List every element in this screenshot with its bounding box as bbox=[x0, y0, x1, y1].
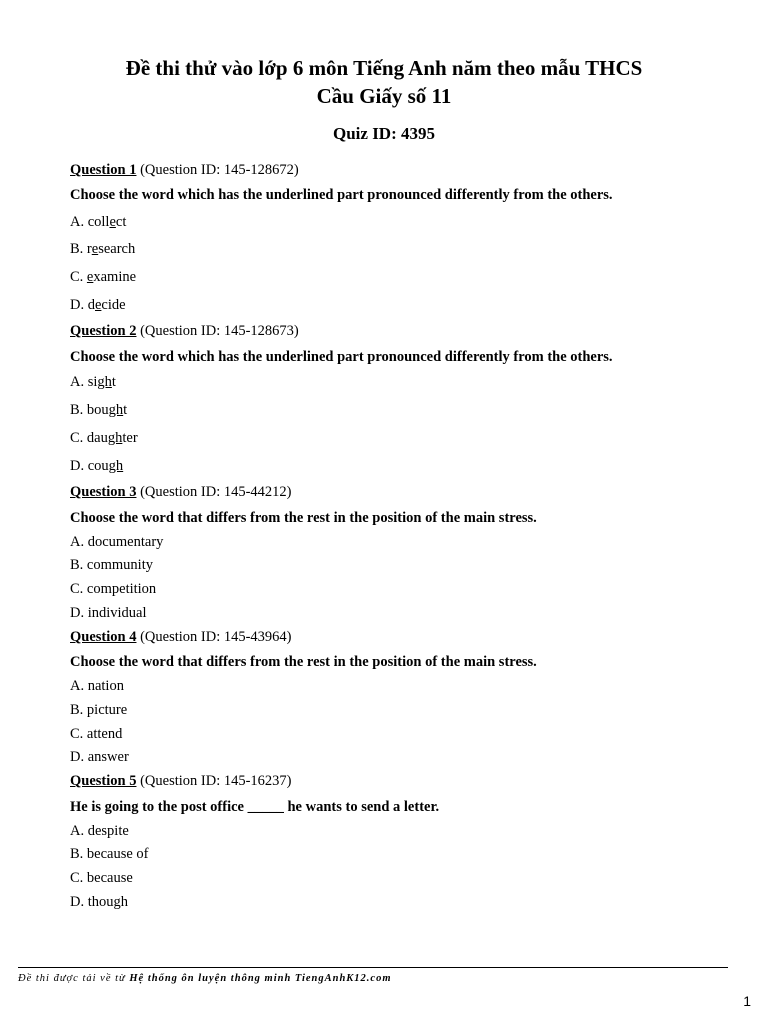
question-4-option-c: C. attend bbox=[70, 726, 123, 742]
question-3-option-b: B. community bbox=[70, 557, 153, 573]
page-number: 1 bbox=[743, 993, 751, 1009]
quiz-id: Quiz ID: 4395 bbox=[333, 124, 435, 143]
footer-brand-link[interactable]: Hệ thống ôn luyện thông minh TiengAnhK12.com bbox=[129, 973, 392, 984]
question-3-header bbox=[70, 484, 292, 501]
question-2-option-c: C. daughter bbox=[70, 430, 138, 446]
question-id: (Question ID: 145-128673) bbox=[136, 323, 299, 339]
question-5-option-a: A. despite bbox=[70, 823, 129, 839]
question-5-option-d: D. though bbox=[70, 894, 128, 910]
question-5-option-b: B. because of bbox=[70, 846, 149, 862]
title-line-2: Cầu Giấy số 11 bbox=[316, 84, 452, 108]
question-2-option-d: D. cough bbox=[70, 458, 124, 474]
question-5-header bbox=[70, 773, 292, 790]
question-1-option-a: A. collect bbox=[70, 214, 127, 230]
question-1-option-d: D. decide bbox=[70, 297, 126, 313]
question-1-option-b: B. research bbox=[70, 241, 136, 257]
footer-prefix: Đề thi được tải về từ bbox=[18, 973, 130, 984]
question-3-option-a: A. documentary bbox=[70, 534, 164, 550]
question-5-stem: He is going to the post office _____ he wants to send a letter. bbox=[70, 799, 440, 815]
question-1-stem: Choose the word which has the underlined part pronounced differently from the others. bbox=[70, 187, 613, 203]
question-1-option-c: C. examine bbox=[70, 269, 137, 285]
question-id: (Question ID: 145-16237) bbox=[136, 773, 292, 789]
question-4-option-d: D. answer bbox=[70, 749, 129, 765]
question-3-stem: Choose the word that differs from the rest in the position of the main stress. bbox=[70, 510, 537, 526]
question-2-option-b: B. bought bbox=[70, 402, 128, 418]
question-2-header bbox=[70, 323, 299, 340]
question-label: Question 5 bbox=[70, 773, 137, 789]
question-3-option-c: C. competition bbox=[70, 581, 157, 597]
question-5-option-c: C. because bbox=[70, 870, 133, 886]
question-1-header bbox=[70, 162, 299, 179]
question-3-option-d: D. individual bbox=[70, 605, 147, 621]
question-label: Question 4 bbox=[70, 629, 137, 645]
question-label: Question 2 bbox=[70, 323, 137, 339]
question-2-option-a: A. sight bbox=[70, 374, 116, 390]
question-4-option-b: B. picture bbox=[70, 702, 128, 718]
footer-divider bbox=[18, 967, 728, 968]
question-label: Question 1 bbox=[70, 162, 137, 178]
question-2-stem: Choose the word which has the underlined part pronounced differently from the others. bbox=[70, 349, 613, 365]
footer-text bbox=[18, 973, 392, 984]
question-4-header bbox=[70, 629, 292, 646]
question-id: (Question ID: 145-128672) bbox=[136, 162, 299, 178]
question-id: (Question ID: 145-43964) bbox=[136, 629, 292, 645]
question-label: Question 3 bbox=[70, 484, 137, 500]
question-id: (Question ID: 145-44212) bbox=[136, 484, 292, 500]
document-title bbox=[0, 54, 768, 110]
question-4-option-a: A. nation bbox=[70, 678, 124, 694]
title-line-1: Đề thi thử vào lớp 6 môn Tiếng Anh năm theo mẫu THCS bbox=[125, 56, 643, 80]
question-4-stem: Choose the word that differs from the rest in the position of the main stress. bbox=[70, 654, 537, 670]
